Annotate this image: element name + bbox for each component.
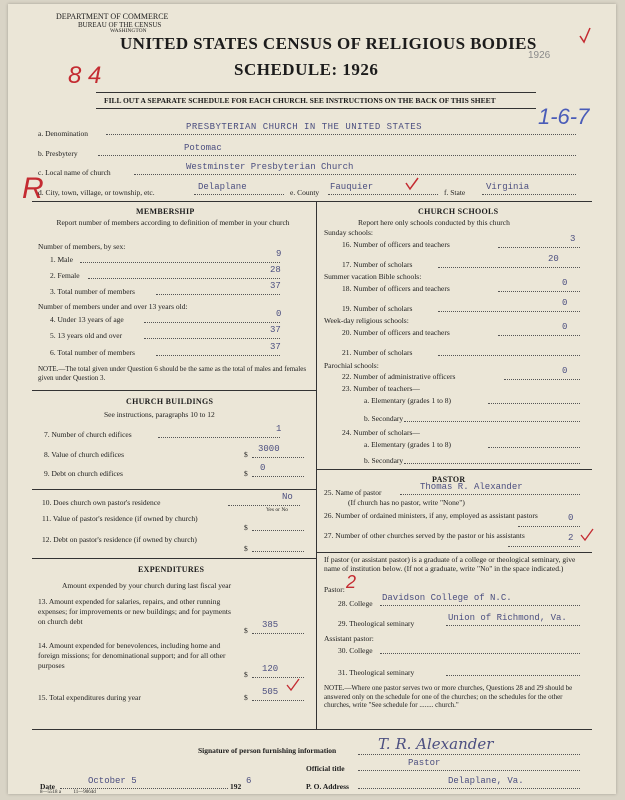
q7-value: 1 xyxy=(276,424,282,434)
q23-label: 23. Number of teachers— xyxy=(342,384,420,393)
handwritten-84: 8 4 xyxy=(68,62,102,89)
college-value: Davidson College of N.C. xyxy=(382,593,512,603)
q18-value: 0 xyxy=(562,278,568,288)
denomination-label: a. Denomination xyxy=(38,129,88,138)
presbytery-label: b. Presbytery xyxy=(38,149,78,158)
assistant-pastor-label: Assistant pastor: xyxy=(324,634,374,643)
red-check-icon xyxy=(580,528,594,542)
local-name-label: c. Local name of church xyxy=(38,168,111,177)
presbytery-value: Potomac xyxy=(184,143,222,153)
q21-label: 21. Number of scholars xyxy=(342,348,413,357)
q4-value: 0 xyxy=(276,309,282,319)
date-label: Date xyxy=(40,782,55,791)
q3-label: 3. Total number of members xyxy=(50,287,135,296)
buildings-sub: See instructions, paragraphs 10 to 12 xyxy=(104,410,215,419)
red-check-icon xyxy=(404,176,420,192)
q6-label: 6. Total number of members xyxy=(50,348,135,357)
membership-intro: Report number of members according to definition of member in your church xyxy=(56,218,290,227)
year-label: 192 xyxy=(230,782,242,791)
q25-note: (If church has no pastor, write "None") xyxy=(348,498,465,507)
census-schedule-page: DEPARTMENT OF COMMERCE BUREAU OF THE CENSUS WASHINGTON UNITED STATES CENSUS OF RELIGIOUS BODIES SCHEDULE: 1926 1926 8 4 1-6-7 R FILL OUT A SEPARATE SCHEDULE FOR EACH CHURCH. SEE INSTRUCTIONS ON THE BACK OF THIS SHEET a. Denomination PRESBYTERIAN CHURCH IN THE UNITED STATES b. Presbytery Potomac c. Local name of church Westminster Presbyterian Church d. City, town, village, or township, etc. Delaplane e. County Fauquier f. State Virginia MEMBERSHIP Report number of members according to definition of member in your church Number of members, by sex: 1. Male 9 2. Female 28 3. Total number of members 37 Number of members under and over 13 years old: 4. Under 13 years of age 0 5. 13 years old and over 37 6. Total number of members 37 NOTE.—The total given under Question 6 should be the same as the total of males and females given under Question 3. CHURCH BUILDINGS See instructions, paragraphs 10 to 12 7. Number of church edifices 1 8. Value of church edifices $ 3000 9. Debt on church edifices $ 0 10. Does church own pastor's residence No Yes or No 11. Value of pastor's residence (if owned by church) $ 12. Debt on pastor's residence (if owned by church) $ EXPENDITURES Amount expended by your church during last fiscal year 13. Amount expended for salaries, repairs, and other running expenses; for improvements or new buildings; and for payments on church debt $ 385 14. Amount expended for benevolences, including home and foreign missions; for denominational support; and for all other purposes $ 120 15. Total expenditures during year $ 505 CHURCH SCHOOLS Report here only schools conducted by this church Sunday schools: 16. Number of officers and teachers 3 17. Number of scholars 20 Summer vacation Bible schools: 18. Number of officers and teachers 0 19. Number of scholars 0 Week-day religious schools: 20. Number of officers and teachers 0 21. Number of scholars Parochial schools: 22. Number of administrative officers 0 23. Number of teachers— a. Elementary (grades 1 to 8) b. Secondary 24. Number of scholars— a. Elementary (grades 1 to 8) b. Secondary PASTOR 25. Name of pastor Thomas R. Alexander (If church has no pastor, write "None") 26. Number of ordained ministers, if any, employed as assistant pastors 0 27. Number of other churches served by the pastor or his assistants 2 If pastor (or assistant pastor) is a graduate of a college or theological seminary, give name of institution below. (If not a graduate, write "No" in the space indicated.) Pastor: 2 28. College Davidson College of N.C. 29. Theological seminary Union of Richmond, Va. Assistant pastor: 30. College 31. Theological seminary NOTE.—Where one pastor serves two or more churches, Questions 28 and 29 should be answered only on the schedule for one of the churches; on the schedules for the other churches, write "See schedule for ........ church." Signature of person furnishing information T. R. Alexander Official title Pastor Date October 5 192 6 P. O. Address Delaplane, Va. 8—5518 a 11—9064d xyxy=(8,4,616,794)
red-check-icon xyxy=(286,678,300,692)
q23b-label: b. Secondary xyxy=(364,414,404,423)
seminary-value: Union of Richmond, Va. xyxy=(448,613,567,623)
instruction-line: FILL OUT A SEPARATE SCHEDULE FOR EACH CHURCH. SEE INSTRUCTIONS ON THE BACK OF THIS SHEET xyxy=(104,96,496,105)
county-value: Fauquier xyxy=(330,182,374,192)
membership-heading: MEMBERSHIP xyxy=(136,207,195,216)
yes-no-hint: Yes or No xyxy=(266,507,289,513)
buildings-heading: CHURCH BUILDINGS xyxy=(126,397,214,406)
q22-label: 22. Number of administrative officers xyxy=(342,372,456,381)
pastor-heading: PASTOR xyxy=(432,475,466,484)
q11-label: 11. Value of pastor's residence (if owned by church) xyxy=(42,514,198,523)
q29-label: 29. Theological seminary xyxy=(338,619,415,628)
q14-value: 120 xyxy=(262,664,279,674)
q20-value: 0 xyxy=(562,322,568,332)
q28-label: 28. College xyxy=(338,599,373,608)
q19-label: 19. Number of scholars xyxy=(342,304,413,313)
q27-value: 2 xyxy=(568,533,574,543)
bureau-label: BUREAU OF THE CENSUS xyxy=(78,21,162,29)
official-title-label: Official title xyxy=(306,764,345,773)
q12-label: 12. Debt on pastor's residence (if owned by church) xyxy=(42,535,197,544)
sunday-label: Sunday schools: xyxy=(324,228,373,237)
pastor-name-value: Thomas R. Alexander xyxy=(420,482,523,492)
state-value: Virginia xyxy=(486,182,530,192)
q1-label: 1. Male xyxy=(50,255,73,264)
summer-label: Summer vacation Bible schools: xyxy=(324,272,422,281)
expenditures-heading: EXPENDITURES xyxy=(138,565,205,574)
signature-label: Signature of person furnishing information xyxy=(198,746,337,755)
received-stamp: 1926 xyxy=(528,50,551,61)
q8-label: 8. Value of church edifices xyxy=(44,450,125,459)
pastor-note: NOTE.—Where one pastor serves two or more churches, Questions 28 and 29 should be answered only on the schedule for one of the churches; on the schedules for the other churches, write "See schedule for ........ church." xyxy=(324,684,573,709)
q27-label: 27. Number of other churches served by the pastor or his assistants xyxy=(324,531,525,540)
date-value: October 5 xyxy=(88,776,137,786)
year-value: 6 xyxy=(246,776,252,786)
graduate-note: If pastor (or assistant pastor) is a graduate of a college or theological seminary, give name of institution below. (If not a graduate, write "No" in the space indicated.) xyxy=(324,555,576,573)
q2-value: 28 xyxy=(270,265,281,275)
q22-value: 0 xyxy=(562,366,568,376)
q9-label: 9. Debt on church edifices xyxy=(44,469,123,478)
handwritten-167: 1-6-7 xyxy=(538,104,590,129)
parochial-label: Parochial schools: xyxy=(324,361,379,370)
q30-label: 30. College xyxy=(338,646,373,655)
expenditures-sub: Amount expended by your church during last fiscal year xyxy=(62,581,232,590)
q8-value: 3000 xyxy=(258,444,280,454)
q13-value: 385 xyxy=(262,620,279,630)
city-label: WASHINGTON xyxy=(110,28,147,34)
q10-label: 10. Does church own pastor's residence xyxy=(42,498,161,507)
q14-label: 14. Amount expended for benevolences, including home and foreign missions; for denominational support; and for all other purposes xyxy=(38,641,226,670)
q23a-label: a. Elementary (grades 1 to 8) xyxy=(364,396,452,405)
q18-label: 18. Number of officers and teachers xyxy=(342,284,450,293)
q24a-label: a. Elementary (grades 1 to 8) xyxy=(364,440,452,449)
q24b-label: b. Secondary xyxy=(364,456,404,465)
q7-label: 7. Number of church edifices xyxy=(44,430,132,439)
q31-label: 31. Theological seminary xyxy=(338,668,415,677)
q3-value: 37 xyxy=(270,281,281,291)
weekday-label: Week-day religious schools: xyxy=(324,316,409,325)
city-value: Delaplane xyxy=(198,182,247,192)
county-label: e. County xyxy=(290,188,320,197)
q5-value: 37 xyxy=(270,325,281,335)
pastor-sub-label: Pastor: xyxy=(324,585,345,594)
q6-value: 37 xyxy=(270,342,281,352)
schools-heading: CHURCH SCHOOLS xyxy=(418,207,499,216)
q10-value: No xyxy=(282,492,293,502)
state-label: f. State xyxy=(444,188,466,197)
schools-sub: Report here only schools conducted by this church xyxy=(358,218,510,227)
form-title: UNITED STATES CENSUS OF RELIGIOUS BODIES xyxy=(120,34,537,53)
red-check-icon xyxy=(578,26,592,46)
sex-label: Number of members, by sex: xyxy=(38,242,126,251)
q26-label: 26. Number of ordained ministers, if any, employed as assistant pastors xyxy=(324,511,538,520)
signature-value: T. R. Alexander xyxy=(378,735,494,753)
po-address-label: P. O. Address xyxy=(306,782,349,791)
form-subtitle: SCHEDULE: 1926 xyxy=(234,60,379,79)
form-number: 8—5518 a 11—9064d xyxy=(40,790,96,795)
q19-value: 0 xyxy=(562,298,568,308)
q17-value: 20 xyxy=(548,254,559,264)
membership-note: NOTE.—The total given under Question 6 should be the same as the total of males and females given under Question 3. xyxy=(38,365,307,382)
q16-value: 3 xyxy=(570,234,576,244)
q15-label: 15. Total expenditures during year xyxy=(38,693,141,702)
q25-label: 25. Name of pastor xyxy=(324,488,382,497)
local-name-value: Westminster Presbyterian Church xyxy=(186,162,354,172)
q1-value: 9 xyxy=(276,249,282,259)
age-label: Number of members under and over 13 years old: xyxy=(38,302,188,311)
city-label-field: d. City, town, village, or township, etc. xyxy=(38,188,155,197)
handwritten-2: 2 xyxy=(346,572,357,592)
po-address-value: Delaplane, Va. xyxy=(448,776,524,786)
q16-label: 16. Number of officers and teachers xyxy=(342,240,450,249)
q9-value: 0 xyxy=(260,463,266,473)
handwritten-r: R xyxy=(22,172,44,205)
dept-label: DEPARTMENT OF COMMERCE xyxy=(56,12,169,21)
q17-label: 17. Number of scholars xyxy=(342,260,413,269)
official-title-value: Pastor xyxy=(408,758,441,768)
q24-label: 24. Number of scholars— xyxy=(342,428,420,437)
q5-label: 5. 13 years old and over xyxy=(50,331,123,340)
denomination-value: PRESBYTERIAN CHURCH IN THE UNITED STATES xyxy=(186,122,423,132)
q26-value: 0 xyxy=(568,513,574,523)
q2-label: 2. Female xyxy=(50,271,80,280)
q4-label: 4. Under 13 years of age xyxy=(50,315,124,324)
q15-value: 505 xyxy=(262,687,279,697)
q20-label: 20. Number of officers and teachers xyxy=(342,328,450,337)
q13-label: 13. Amount expended for salaries, repairs, and other running expenses; for improvements or new buildings; and for payments on church debt xyxy=(38,597,231,626)
